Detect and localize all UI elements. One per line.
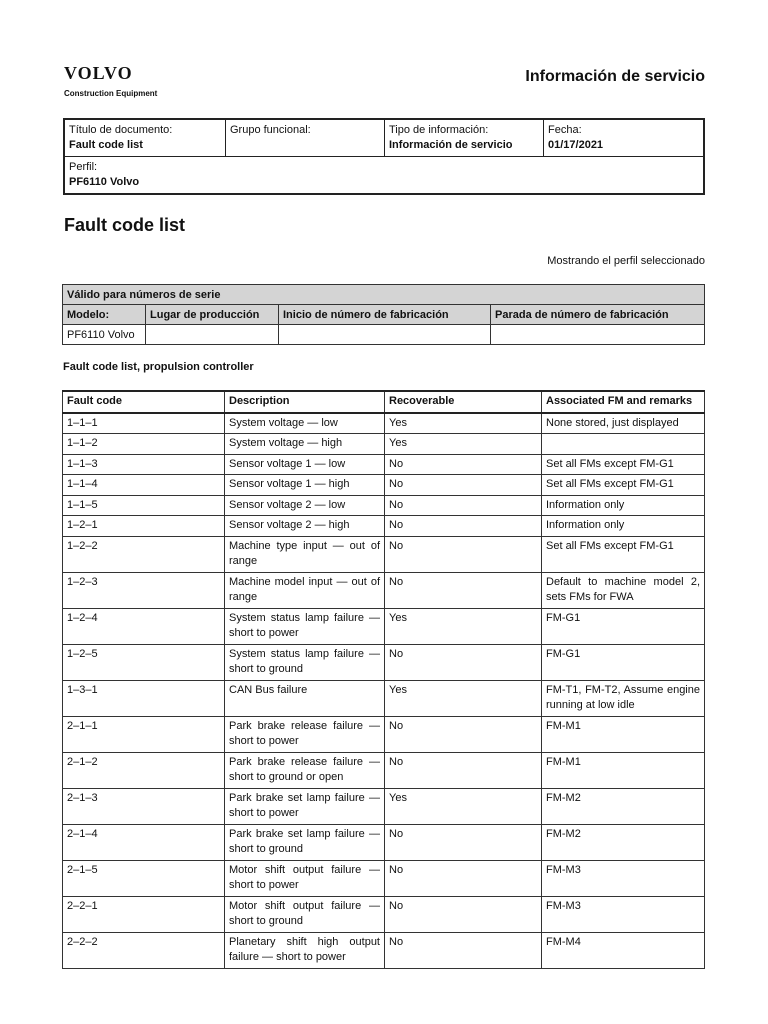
serial-numbers-table [62, 284, 705, 345]
table-row [63, 932, 705, 968]
fault-code-cell: 1–1–4 [63, 475, 225, 496]
serial-column-headers [63, 305, 705, 325]
fault-col-remarks: Associated FM and remarks [542, 391, 705, 413]
fault-code-cell: 2–1–5 [63, 860, 225, 896]
fault-code-cell: 2–1–3 [63, 788, 225, 824]
fault-code-cell: 1–2–2 [63, 536, 225, 572]
fault-code-cell: 1–2–5 [63, 644, 225, 680]
serial-model-value: PF6110 Volvo [63, 325, 146, 345]
doc-title-label: Título de documento: [69, 124, 173, 136]
fault-code-cell: 2–1–1 [63, 716, 225, 752]
fault-remarks-cell: FM-M1 [542, 752, 705, 788]
fault-code-cell: 1–2–4 [63, 608, 225, 644]
table-row [63, 536, 705, 572]
fault-recoverable-cell: No [385, 536, 542, 572]
page-title: Fault code list [64, 215, 186, 235]
table-row [63, 413, 705, 434]
table-row [63, 495, 705, 516]
fault-description-cell: System status lamp failure — short to power [225, 608, 385, 644]
fault-recoverable-cell: Yes [385, 788, 542, 824]
fault-code-cell: 1–2–1 [63, 516, 225, 537]
fault-recoverable-cell: No [385, 454, 542, 475]
fault-recoverable-cell: No [385, 572, 542, 608]
profile-selection-note: Mostrando el perfil seleccionado [547, 255, 705, 267]
fault-remarks-cell: FM-M3 [542, 860, 705, 896]
fault-recoverable-cell: Yes [385, 680, 542, 716]
page-header [64, 62, 705, 102]
fault-recoverable-cell: No [385, 516, 542, 537]
service-title: Información de servicio [525, 68, 705, 85]
table-row [63, 896, 705, 932]
profile-label: Perfil: [69, 161, 98, 173]
fault-remarks-cell: FM-M4 [542, 932, 705, 968]
fault-col-recoverable: Recoverable [385, 391, 542, 413]
fault-recoverable-cell: Yes [385, 608, 542, 644]
table-row [63, 608, 705, 644]
brand-subtitle: Construction Equipment [64, 89, 158, 98]
profile-value: PF6110 Volvo [69, 176, 140, 188]
fault-recoverable-cell: No [385, 716, 542, 752]
fault-remarks-cell [542, 434, 705, 455]
fault-description-cell: Park brake release failure — short to power [225, 716, 385, 752]
table-row [63, 860, 705, 896]
fault-remarks-cell: FM-M1 [542, 716, 705, 752]
table-row [63, 572, 705, 608]
serial-production-place-value [146, 325, 279, 345]
fault-remarks-cell: Information only [542, 495, 705, 516]
serial-heading: Válido para números de serie [63, 285, 705, 305]
fault-recoverable-cell: No [385, 475, 542, 496]
fault-description-cell: Sensor voltage 1 — high [225, 475, 385, 496]
fault-description-cell: Machine model input — out of range [225, 572, 385, 608]
fault-description-cell: Park brake release failure — short to ground or open [225, 752, 385, 788]
fault-description-cell: System status lamp failure — short to ground [225, 644, 385, 680]
table-row [63, 454, 705, 475]
brand-wordmark: VOLVO [64, 63, 133, 83]
fault-code-cell: 1–1–2 [63, 434, 225, 455]
fault-code-cell: 2–2–1 [63, 896, 225, 932]
serial-start-number-value [279, 325, 491, 345]
table-row [63, 680, 705, 716]
fault-code-cell: 1–1–1 [63, 413, 225, 434]
table-row [63, 788, 705, 824]
fault-recoverable-cell: No [385, 932, 542, 968]
fault-table-header [63, 391, 705, 413]
fault-remarks-cell: Set all FMs except FM-G1 [542, 454, 705, 475]
table-row [63, 824, 705, 860]
fault-remarks-cell: FM-T1, FM-T2, Assume engine running at low idle [542, 680, 705, 716]
fault-remarks-cell: FM-M2 [542, 788, 705, 824]
fault-description-cell: Sensor voltage 1 — low [225, 454, 385, 475]
fault-description-cell: Motor shift output failure — short to ground [225, 896, 385, 932]
fault-description-cell: System voltage — low [225, 413, 385, 434]
fault-description-cell: Sensor voltage 2 — low [225, 495, 385, 516]
doc-title-value: Fault code list [69, 139, 143, 151]
table-row [63, 644, 705, 680]
fault-description-cell: Park brake set lamp failure — short to power [225, 788, 385, 824]
table-row [63, 752, 705, 788]
fault-remarks-cell: FM-G1 [542, 608, 705, 644]
fault-code-cell: 1–2–3 [63, 572, 225, 608]
fault-description-cell: Park brake set lamp failure — short to ground [225, 824, 385, 860]
fault-description-cell: Sensor voltage 2 — high [225, 516, 385, 537]
fault-description-cell: CAN Bus failure [225, 680, 385, 716]
fault-col-code: Fault code [63, 391, 225, 413]
fault-remarks-cell: Default to machine model 2, sets FMs for FWA [542, 572, 705, 608]
fault-description-cell: System voltage — high [225, 434, 385, 455]
fault-remarks-cell: FM-M3 [542, 896, 705, 932]
document-info-table [63, 118, 705, 195]
fault-remarks-cell: Set all FMs except FM-G1 [542, 536, 705, 572]
info-type-value: Información de servicio [389, 139, 513, 151]
fault-col-description: Description [225, 391, 385, 413]
serial-stop-number-value [491, 325, 705, 345]
fault-recoverable-cell: Yes [385, 413, 542, 434]
fault-description-cell: Machine type input — out of range [225, 536, 385, 572]
fault-remarks-cell: FM-G1 [542, 644, 705, 680]
fault-code-cell: 1–3–1 [63, 680, 225, 716]
date-label: Fecha: [548, 124, 582, 136]
table-row [63, 434, 705, 455]
fault-remarks-cell: Set all FMs except FM-G1 [542, 475, 705, 496]
fault-remarks-cell: Information only [542, 516, 705, 537]
serial-col-stop-number: Parada de número de fabricación [491, 305, 705, 325]
fault-remarks-cell: None stored, just displayed [542, 413, 705, 434]
fault-recoverable-cell: No [385, 752, 542, 788]
profile-cell [64, 157, 704, 195]
serial-col-model: Modelo: [63, 305, 146, 325]
fault-description-cell: Planetary shift high output failure — short to power [225, 932, 385, 968]
fault-remarks-cell: FM-M2 [542, 824, 705, 860]
date-value: 01/17/2021 [548, 139, 604, 151]
fault-code-cell: 2–1–4 [63, 824, 225, 860]
fault-code-cell: 1–1–3 [63, 454, 225, 475]
table-row [63, 716, 705, 752]
fault-code-cell: 2–2–2 [63, 932, 225, 968]
info-type-label: Tipo de información: [389, 124, 489, 136]
fault-recoverable-cell: Yes [385, 434, 542, 455]
fault-recoverable-cell: No [385, 896, 542, 932]
serial-data-row [63, 325, 705, 345]
doc-title-cell [64, 119, 226, 157]
fault-table-body [63, 413, 705, 969]
fault-recoverable-cell: No [385, 824, 542, 860]
volvo-logo [64, 64, 157, 98]
fault-code-cell: 2–1–2 [63, 752, 225, 788]
serial-col-production-place: Lugar de producción [146, 305, 279, 325]
date-cell [544, 119, 705, 157]
serial-col-start-number: Inicio de número de fabricación [279, 305, 491, 325]
fault-description-cell: Motor shift output failure — short to power [225, 860, 385, 896]
fault-recoverable-cell: No [385, 644, 542, 680]
serial-heading-row [63, 285, 705, 305]
info-type-cell [385, 119, 544, 157]
table-row [63, 516, 705, 537]
functional-group-label: Grupo funcional: [230, 124, 311, 136]
fault-recoverable-cell: No [385, 495, 542, 516]
section-title: Fault code list, propulsion controller [63, 361, 254, 373]
functional-group-cell [226, 119, 385, 157]
table-row [63, 475, 705, 496]
fault-code-cell: 1–1–5 [63, 495, 225, 516]
fault-code-table [62, 390, 705, 969]
fault-recoverable-cell: No [385, 860, 542, 896]
